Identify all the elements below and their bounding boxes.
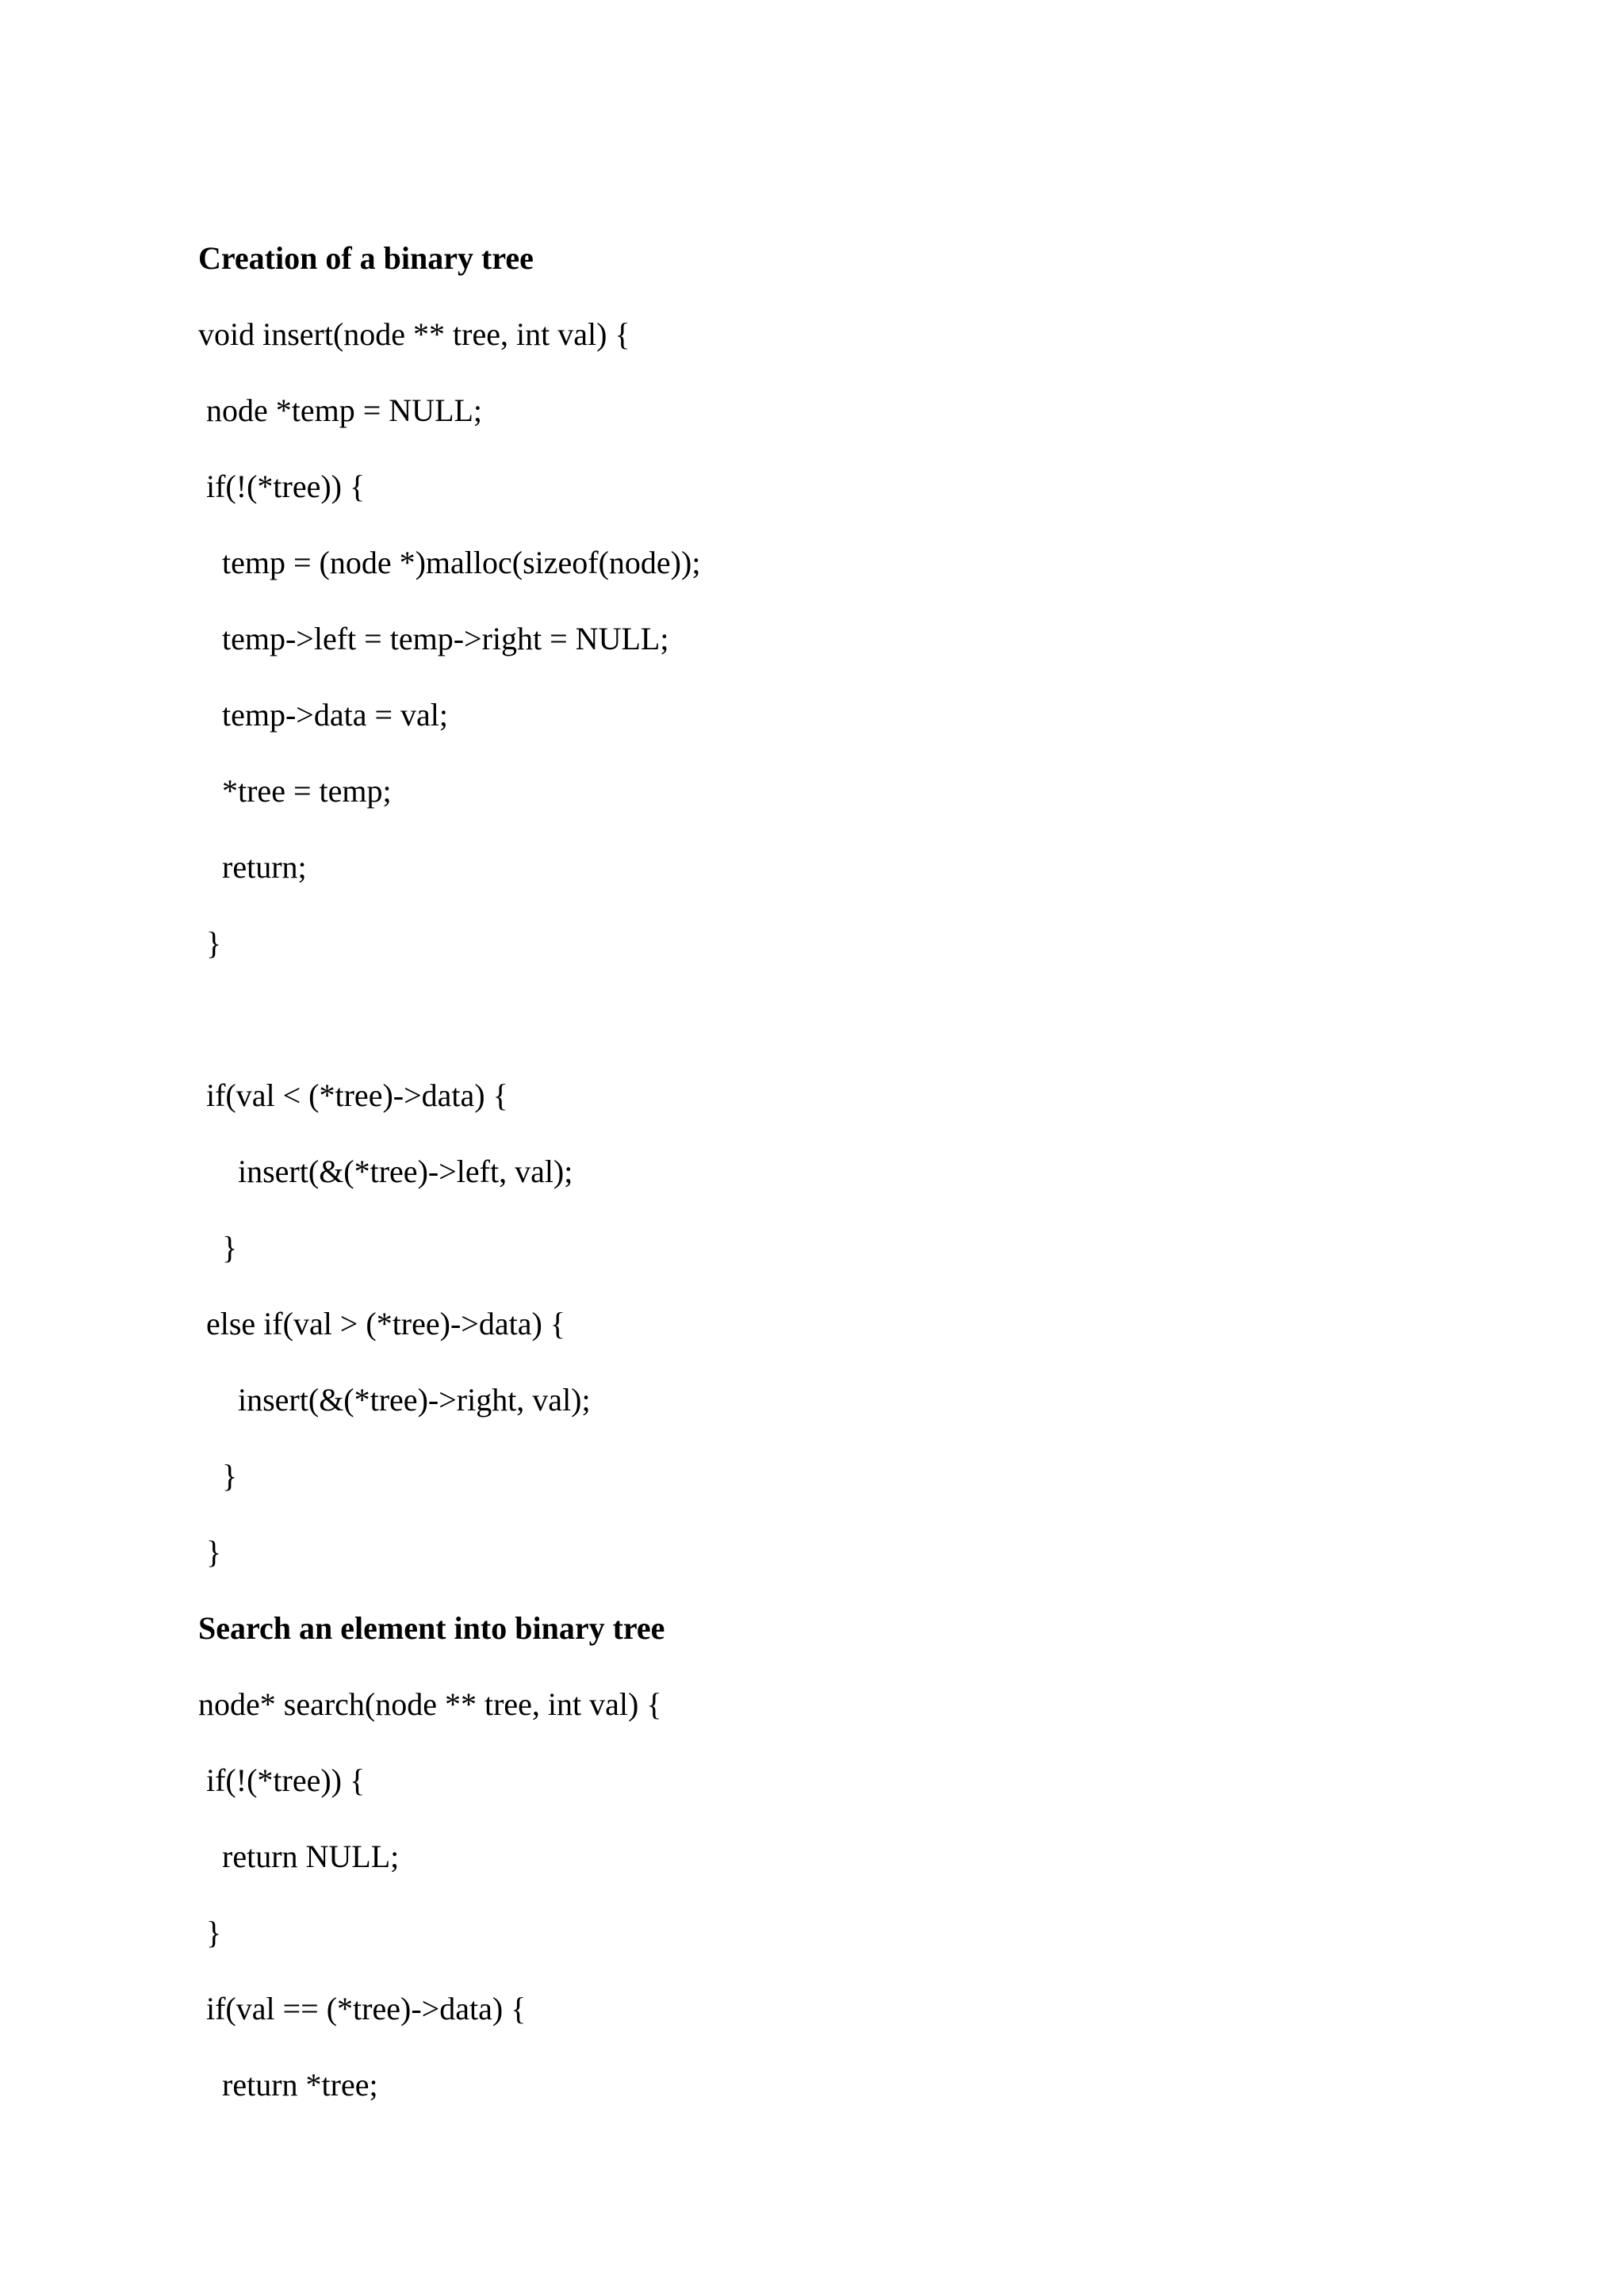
code-line: if(!(*tree)) { xyxy=(206,469,366,504)
code-line: } xyxy=(206,925,222,961)
section-heading-search: Search an element into binary tree xyxy=(198,1610,665,1646)
code-line: temp = (node *)malloc(sizeof(node)); xyxy=(222,545,701,580)
section-heading-creation: Creation of a binary tree xyxy=(198,240,534,276)
code-line: } xyxy=(222,1230,238,1265)
code-line: node *temp = NULL; xyxy=(206,392,483,428)
code-line: if(val == (*tree)->data) { xyxy=(206,1991,527,2026)
code-line: else if(val > (*tree)->data) { xyxy=(206,1306,565,1341)
code-line: insert(&(*tree)->left, val); xyxy=(238,1154,573,1189)
code-line: temp->left = temp->right = NULL; xyxy=(222,621,669,656)
code-line: } xyxy=(222,1458,238,1494)
code-line: return NULL; xyxy=(222,1839,400,1874)
code-line: return; xyxy=(222,849,307,885)
code-line: insert(&(*tree)->right, val); xyxy=(238,1382,591,1418)
code-line: temp->data = val; xyxy=(222,697,449,733)
code-line: } xyxy=(206,1534,222,1570)
code-line: void insert(node ** tree, int val) { xyxy=(198,316,630,352)
code-line: return *tree; xyxy=(222,2067,378,2103)
code-line: if(!(*tree)) { xyxy=(206,1762,366,1798)
code-line: node* search(node ** tree, int val) { xyxy=(198,1686,662,1722)
code-line: } xyxy=(206,1915,222,1950)
code-line: *tree = temp; xyxy=(222,773,392,809)
code-line: if(val < (*tree)->data) { xyxy=(206,1077,508,1113)
